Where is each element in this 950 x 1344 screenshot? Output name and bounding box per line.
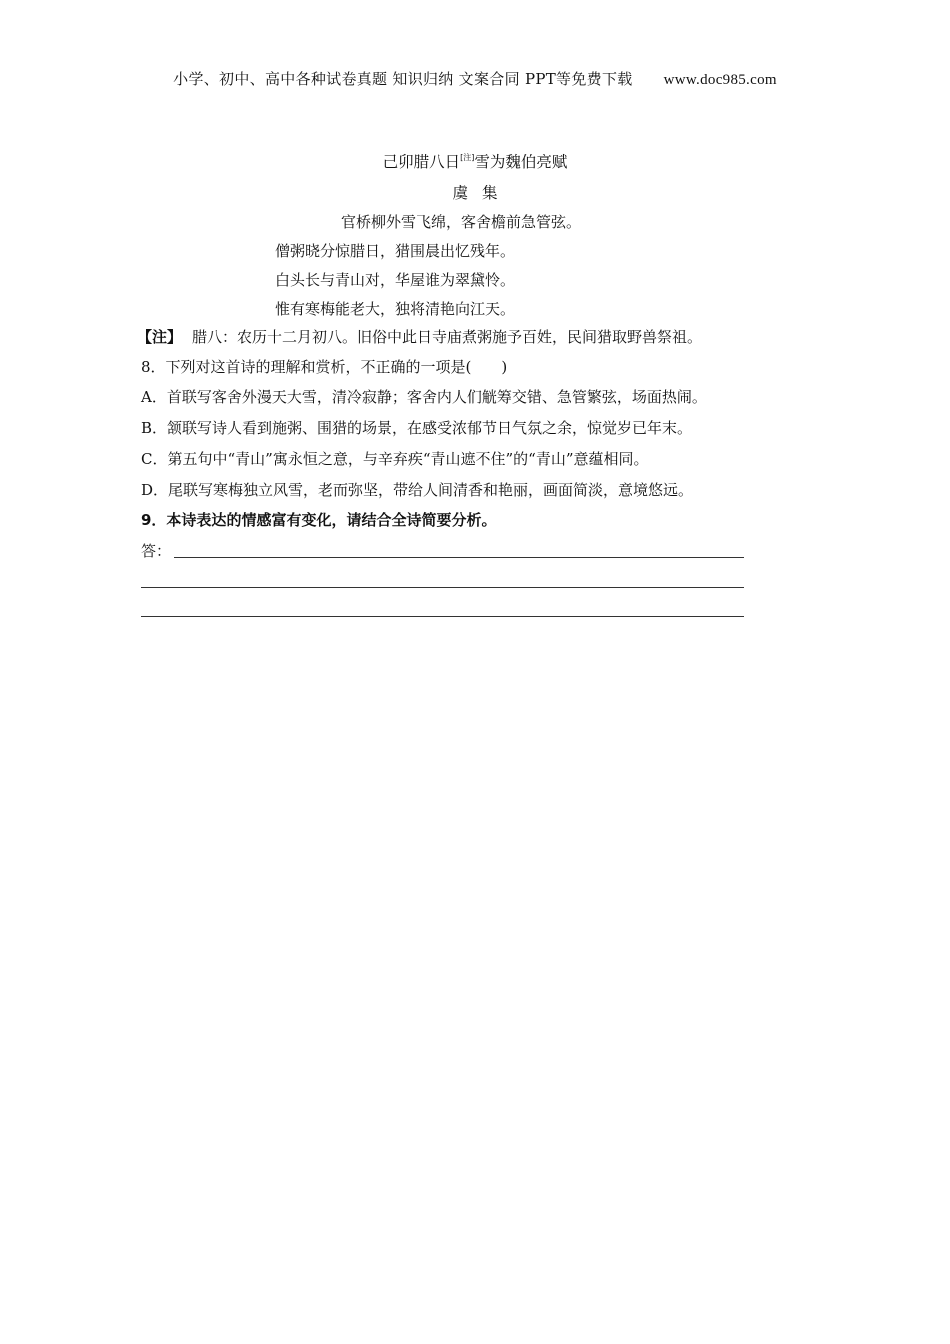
question-8-option-a: A．首联写客舍外漫天大雪，清冷寂静；客舍内人们觥筹交错、急管繁弦，场面热闹。 xyxy=(141,388,707,406)
poem-line-3: 白头长与青山对，华屋谁为翠黛怜。 xyxy=(275,271,516,289)
note-label: 【注】 xyxy=(137,328,183,346)
poem-author: 虞集 xyxy=(452,184,512,202)
question-8-stem: 8．下列对这首诗的理解和赏析，不正确的一项是( ) xyxy=(141,358,508,376)
note-text: 腊八：农历十二月初八。旧俗中此日寺庙煮粥施予百姓，民间猎取野兽祭祖。 xyxy=(192,328,703,346)
question-9-stem: 9．本诗表达的情感富有变化，请结合全诗简要分析。 xyxy=(141,511,497,529)
poem-line-1: 官桥柳外雪飞绵，客舍檐前急管弦。 xyxy=(341,213,582,231)
page-header xyxy=(0,68,950,89)
answer-line-2[interactable] xyxy=(141,587,744,588)
poem-title-note-mark: [注] xyxy=(460,153,475,162)
poem-note xyxy=(137,326,702,347)
header-text: 小学、初中、高中各种试卷真题 知识归纳 文案合同 PPT等免费下载 xyxy=(173,70,633,88)
answer-label: 答： xyxy=(141,542,172,560)
question-8-option-b: B．颔联写诗人看到施粥、围猎的场景，在感受浓郁节日气氛之余，惊觉岁已年末。 xyxy=(141,419,693,437)
answer-line-3[interactable] xyxy=(141,616,744,617)
header-url[interactable]: www.doc985.com xyxy=(663,72,777,88)
poem-title-after: 雪为魏伯亮赋 xyxy=(474,153,568,171)
poem-line-2: 僧粥晓分惊腊日，猎围晨出忆残年。 xyxy=(275,242,516,260)
poem-title-before: 己卯腊八日 xyxy=(382,153,461,171)
poem-line-4: 惟有寒梅能老大，独将清艳向江天。 xyxy=(275,300,516,318)
poem-title xyxy=(0,150,950,172)
question-8-option-d: D．尾联写寒梅独立风雪，老而弥坚，带给人间清香和艳丽，画面简淡，意境悠远。 xyxy=(141,481,694,499)
answer-line-1[interactable] xyxy=(174,557,744,558)
question-8-option-c: C．第五句中“青山”寓永恒之意，与辛弃疾“青山遮不住”的“青山”意蕴相同。 xyxy=(141,450,649,468)
